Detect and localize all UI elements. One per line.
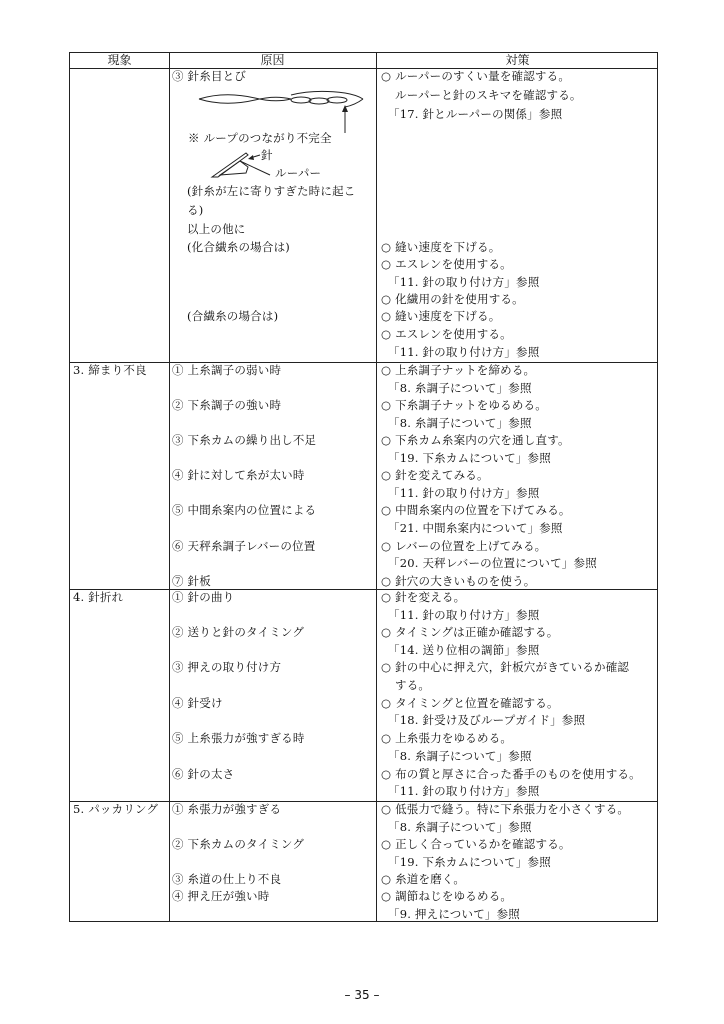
remedy-reference: 「11. 針の取り付け方」参照 [388, 784, 540, 798]
remedy-item: ○ レバーの位置を上げてみる。 [381, 539, 547, 553]
remedy-item: ○ 中間糸案内の位置を下げてみる。 [381, 503, 571, 517]
cause-item: ③ 針糸目とび [172, 69, 247, 83]
remedy-item: ○ タイミングは正確か確認する。 [381, 625, 559, 639]
remedy-reference: 「9. 押えについて」参照 [388, 907, 520, 921]
remedy-item: ○ ルーパーのすくい量を確認する。 [381, 69, 571, 83]
header-remedy: 対策 [505, 53, 530, 67]
remedy-reference: 「17. 針とルーパーの関係」参照 [388, 107, 563, 121]
troubleshooting-table [69, 52, 658, 922]
remedy-item: ルーパーと針のスキマを確認する。 [395, 88, 582, 102]
cause-detail: (化合繊糸の場合は) [187, 240, 290, 254]
remedy-item: ○ 糸道を磨く。 [381, 872, 466, 886]
header-cause: 原因 [260, 53, 285, 67]
remedy-reference: 「11. 針の取り付け方」参照 [388, 608, 540, 622]
cause-item: ⑥ 針の太さ [172, 767, 235, 781]
needle-label: 針 [261, 148, 273, 162]
remedy-reference: 「8. 糸調子について」参照 [388, 820, 532, 834]
cause-item: ① 上糸調子の弱い時 [172, 363, 282, 377]
remedy-item: ○ エスレンを使用する。 [381, 327, 512, 341]
remedy-reference: 「8. 糸調子について」参照 [388, 416, 532, 430]
remedy-item: ○ タイミングと位置を確認する。 [381, 696, 559, 710]
remedy-reference: 「18. 針受け及びループガイド」参照 [388, 713, 586, 727]
column-divider [376, 53, 377, 921]
cause-item: ② 送りと針のタイミング [172, 625, 305, 639]
cause-item: ④ 押え圧が強い時 [172, 889, 270, 903]
remedy-item: ○ 下糸調子ナットをゆるめる。 [381, 398, 547, 412]
cause-item: ④ 針受け [172, 696, 223, 710]
remedy-item: ○ 調節ねじをゆるめる。 [381, 889, 513, 903]
remedy-item: ○ 針を変えてみる。 [381, 468, 489, 482]
remedy-reference: 「11. 針の取り付け方」参照 [388, 486, 540, 500]
remedy-reference: 「11. 針の取り付け方」参照 [388, 345, 540, 359]
remedy-item: ○ 針を変える。 [381, 590, 466, 604]
remedy-item: ○ 低張力で縫う。特に下糸張力を小さくする。 [381, 802, 630, 816]
remedy-item: ○ 針の中心に押え穴，針板穴がきているか確認 [381, 660, 630, 674]
cause-item: ③ 下糸カムの繰り出し不足 [172, 433, 317, 447]
remedy-item: ○ 化繊用の針を使用する。 [381, 292, 524, 306]
cause-item: ③ 押えの取り付け方 [172, 660, 282, 674]
remedy-reference: 「8. 糸調子について」参照 [388, 749, 532, 763]
header-phenomenon: 現象 [107, 53, 132, 67]
remedy-item: ○ 上糸調子ナットを締める。 [381, 363, 536, 377]
cause-item: ① 糸張力が強すぎる [172, 802, 282, 816]
remedy-reference: 「19. 下糸カムについて」参照 [388, 451, 551, 465]
cause-item: ⑤ 上糸張力が強すぎる時 [172, 731, 305, 745]
remedy-reference: 「14. 送り位相の調節」参照 [388, 643, 540, 657]
page-number: – 35 – [344, 988, 380, 1002]
cause-item: ② 下糸調子の強い時 [172, 398, 282, 412]
cause-item: ③ 糸道の仕上り不良 [172, 872, 282, 886]
phenomenon-label: 4. 針折れ [73, 590, 124, 604]
remedy-item: ○ 布の質と厚さに合った番手のものを使用する。 [381, 767, 641, 781]
phenomenon-label: 3. 締まり不良 [73, 363, 147, 377]
remedy-reference: 「11. 針の取り付け方」参照 [388, 275, 540, 289]
remedy-item: ○ 上糸張力をゆるめる。 [381, 731, 513, 745]
remedy-reference: 「20. 天秤レバーの位置について」参照 [388, 556, 597, 570]
remedy-item: ○ 下糸カム糸案内の穴を通し直す。 [381, 433, 570, 447]
cause-detail: (合繊糸の場合は) [187, 309, 279, 323]
row-divider [70, 589, 657, 590]
cause-detail: (針糸が左に寄りすぎた時に起こ [187, 184, 356, 198]
cause-detail: る) [187, 203, 204, 217]
remedy-reference: 「8. 糸調子について」参照 [388, 381, 532, 395]
cause-item: ⑦ 針板 [172, 574, 211, 588]
looper-label: ルーパー [275, 166, 322, 180]
remedy-item: ○ 縫い速度を下げる。 [381, 309, 501, 323]
remedy-reference: 「21. 中間糸案内について」参照 [388, 521, 563, 535]
loop-note: ※ ループのつながり不完全 [188, 131, 332, 145]
phenomenon-label: 5. パッカリング [73, 802, 159, 816]
remedy-reference: 「19. 下糸カムについて」参照 [388, 855, 551, 869]
remedy-item: ○ 正しく合っているかを確認する。 [381, 837, 571, 851]
remedy-item: ○ エスレンを使用する。 [381, 257, 512, 271]
cause-detail: 以上の他に [187, 222, 246, 236]
cause-item: ④ 針に対して糸が太い時 [172, 468, 305, 482]
column-divider [169, 53, 170, 921]
cause-item: ⑤ 中間糸案内の位置による [172, 503, 317, 517]
remedy-item: ○ 針穴の大きいものを使う。 [381, 574, 536, 588]
remedy-item: する。 [395, 678, 431, 692]
cause-item: ⑥ 天秤糸調子レバーの位置 [172, 539, 316, 553]
row-divider [70, 362, 657, 363]
cause-item: ① 針の曲り [172, 590, 235, 604]
cause-item: ② 下糸カムのタイミング [172, 837, 305, 851]
remedy-item: ○ 縫い速度を下げる。 [381, 240, 501, 254]
